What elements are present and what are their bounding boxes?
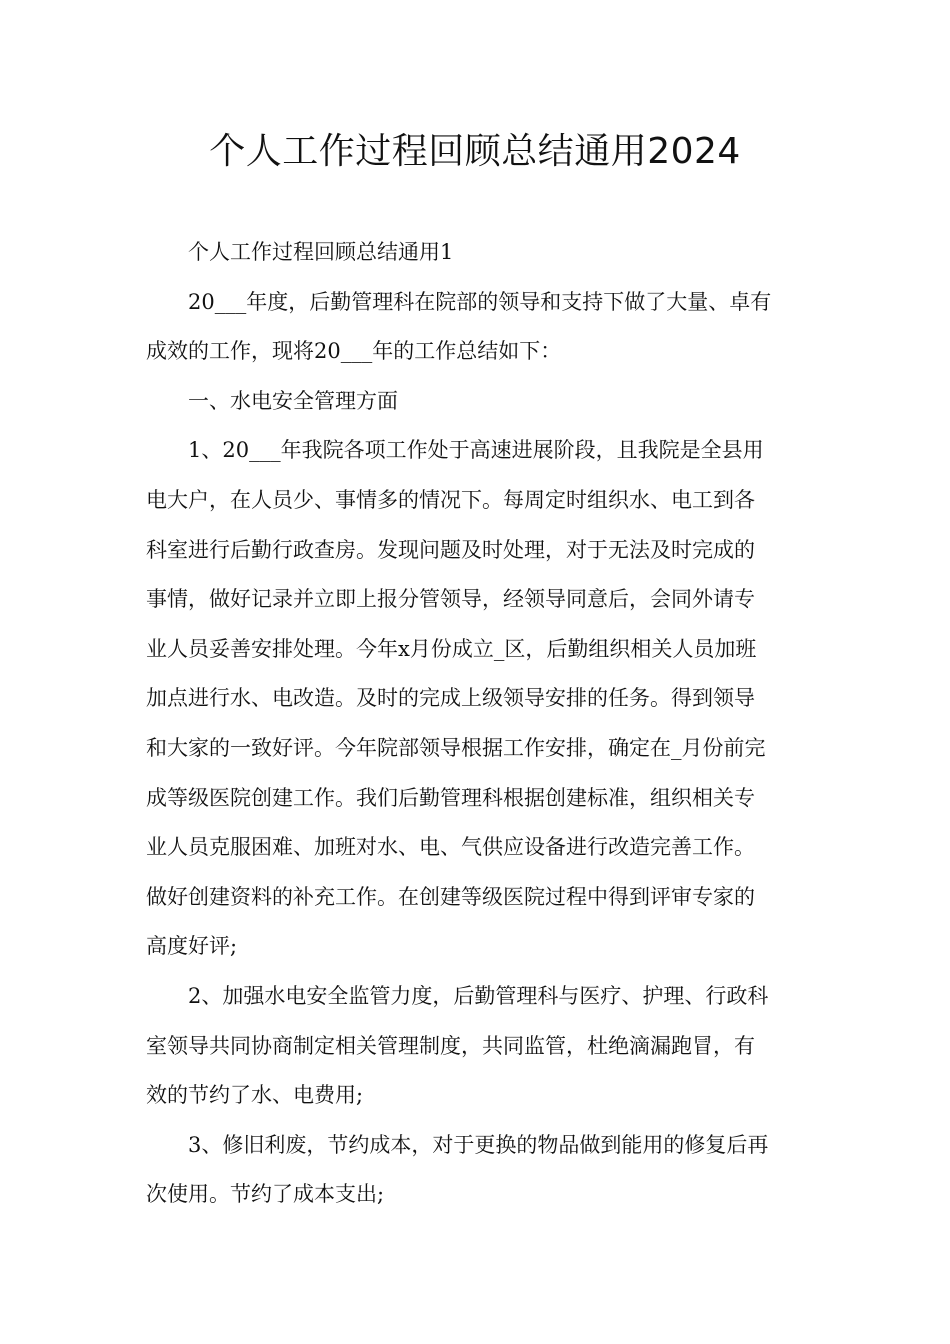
text-line: 3、修旧利废，节约成本，对于更换的物品做到能用的修复后再 [188,1132,769,1157]
item-1-paragraph [146,426,808,972]
text-line: 一、水电安全管理方面 [188,388,398,413]
text-line: 业人员克服困难、加班对水、电、气供应设备进行改造完善工作。 [146,835,755,860]
text-line: 20___年度，后勤管理科在院部的领导和支持下做了大量、卓有 [188,289,772,314]
text-line: 业人员妥善安排处理。今年x月份成立_区，后勤组织相关人员加班 [146,636,757,661]
subtitle-paragraph [146,228,808,278]
text-line: 加点进行水、电改造。及时的完成上级领导安排的任务。得到领导 [146,686,755,711]
text-line: 和大家的一致好评。今年院部领导根据工作安排，确定在_月份前完 [146,735,766,760]
document-body [146,228,808,1220]
text-line: 科室进行后勤行政查房。发现问题及时处理，对于无法及时完成的 [146,537,755,562]
text-line: 成效的工作，现将20___年的工作总结如下： [146,339,562,364]
intro-paragraph [146,278,808,377]
text-line: 电大户，在人员少、事情多的情况下。每周定时组织水、电工到各 [146,487,755,512]
item-2-paragraph [146,972,808,1121]
text-line: 次使用。节约了成本支出; [146,1182,385,1207]
item-3-paragraph [146,1121,808,1220]
text-line: 室领导共同协商制定相关管理制度，共同监管，杜绝滴漏跑冒，有 [146,1033,755,1058]
text-line: 个人工作过程回顾总结通用1 [188,240,454,264]
text-line: 事情，做好记录并立即上报分管领导，经领导同意后，会同外请专 [146,587,755,612]
text-line: 做好创建资料的补充工作。在创建等级医院过程中得到评审专家的 [146,884,755,909]
text-line: 成等级医院创建工作。我们后勤管理科根据创建标准，组织相关专 [146,785,755,810]
text-line: 1、20___年我院各项工作处于高速进展阶段，且我院是全县用 [188,438,764,463]
section-heading [146,377,808,427]
text-line: 效的节约了水、电费用; [146,1083,364,1108]
text-line: 2、加强水电安全监管力度，后勤管理科与医疗、护理、行政科 [188,983,769,1008]
text-line: 高度好评; [146,934,238,959]
document-title: 个人工作过程回顾总结通用2024 [209,131,741,172]
